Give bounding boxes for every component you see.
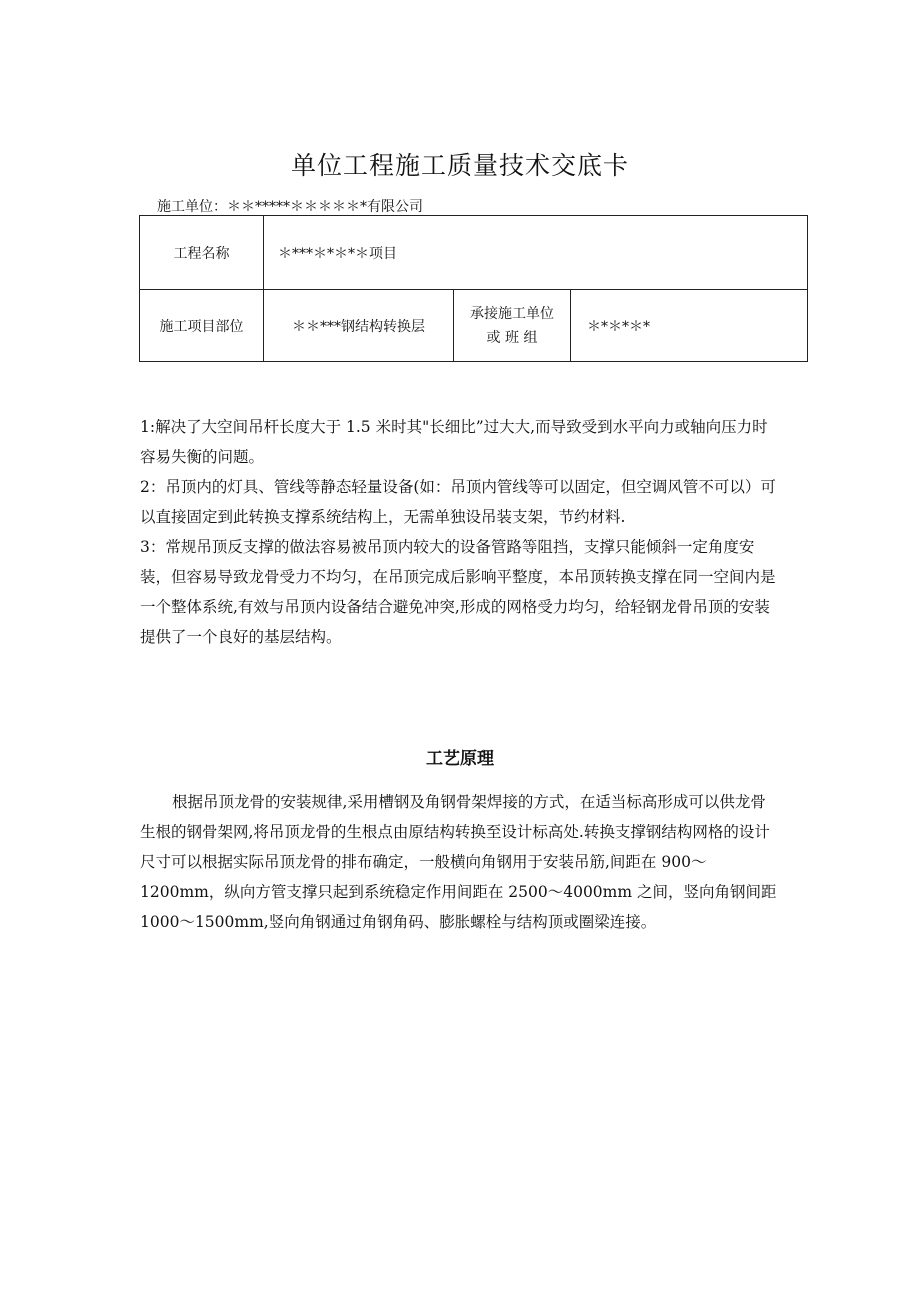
benefit-paragraph-1: 1:解决了大空间吊杆长度大于 1.5 米时其"长细比”过大大,而导致受到水平向力或轴向压力时容易失衡的问题。 [140,418,768,466]
section-title-process-principle: 工艺原理 [426,749,494,769]
contractor-value: ＊*＊*＊* [571,290,808,362]
construction-unit-line: 施工单位：＊＊*****＊＊＊＊＊*有限公司 [157,199,423,215]
document-title: 单位工程施工质量技术交底卡 [290,151,629,180]
table-row-project-name [140,216,808,290]
table-row-project-part [140,290,808,362]
contractor-label-line1: 承接施工单位 [470,305,554,322]
benefit-paragraph-2: 2：吊顶内的灯具、管线等静态轻量设备(如：吊顶内管线等可以固定，但空调风管不可以）可以直接固定到此转换支撑系统结构上，无需单独设吊装支架，节约材料. [140,478,776,526]
process-principle-paragraph: 根据吊顶龙骨的安装规律,采用槽钢及角钢骨架焊接的方式，在适当标高形成可以供龙骨生根的钢骨架网,将吊顶龙骨的生根点由原结构转换至设计标高处.转换支撑钢结构网格的设计尺寸可以根据实际吊顶龙骨的排布确定，一般横向角钢用于安装吊筋,间距在 900～1200mm，纵向方管支撑只起到系统稳定作用间距在 2500～4000mm 之间，竖向角钢间距 1000～1500mm,竖向角钢通过角钢角码、膨胀螺栓与结构顶或圈梁连接。 [140,793,777,931]
project-name-label: 工程名称 [140,216,264,290]
disclosure-info-table [139,215,808,362]
benefits-section [140,412,780,652]
contractor-label-line2: 或 班 组 [486,329,538,346]
project-part-value: ＊＊***钢结构转换层 [264,290,454,362]
project-part-label: 施工项目部位 [140,290,264,362]
contractor-label [454,290,571,362]
project-name-value: ＊***＊*＊*＊项目 [264,216,808,290]
benefit-paragraph-3: 3：常规吊顶反支撑的做法容易被吊顶内较大的设备管路等阻挡，支撑只能倾斜一定角度安装，但容易导致龙骨受力不均匀，在吊顶完成后影响平整度，本吊顶转换支撑在同一空间内是一个整体系统,有效与吊顶内设备结合避免冲突,形成的网格受力均匀，给轻钢龙骨吊顶的安装提供了一个良好的基层结构。 [140,538,776,646]
